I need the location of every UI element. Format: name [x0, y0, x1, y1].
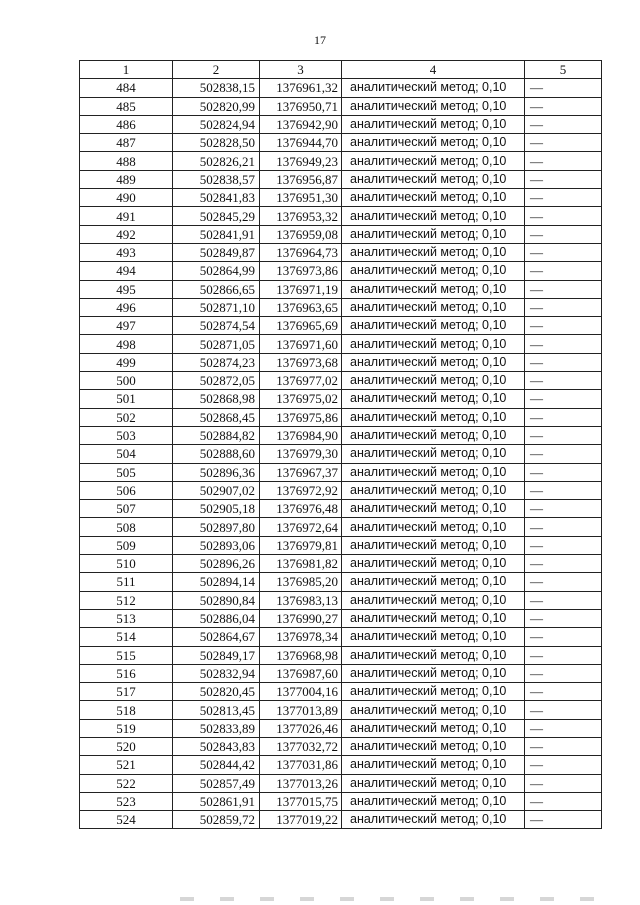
- cell-method-accuracy: аналитический метод; 0,10: [342, 555, 525, 573]
- cell-method-accuracy: аналитический метод; 0,10: [342, 317, 525, 335]
- cell-x-coordinate: 502886,04: [173, 609, 260, 627]
- cell-method-accuracy: аналитический метод; 0,10: [342, 500, 525, 518]
- cell-x-coordinate: 502893,06: [173, 536, 260, 554]
- coordinates-table: [79, 60, 602, 829]
- cell-x-coordinate: 502820,99: [173, 97, 260, 115]
- cell-point-number: 487: [80, 134, 173, 152]
- cell-y-coordinate: 1376975,86: [260, 408, 342, 426]
- cell-note: —: [525, 408, 602, 426]
- cell-method-accuracy: аналитический метод; 0,10: [342, 170, 525, 188]
- table-row: [80, 609, 602, 627]
- cell-method-accuracy: аналитический метод; 0,10: [342, 79, 525, 97]
- cell-method-accuracy: аналитический метод; 0,10: [342, 335, 525, 353]
- cell-x-coordinate: 502874,54: [173, 317, 260, 335]
- cell-note: —: [525, 811, 602, 829]
- column-header-2: 2: [173, 61, 260, 79]
- cell-point-number: 523: [80, 792, 173, 810]
- cell-x-coordinate: 502859,72: [173, 811, 260, 829]
- cell-x-coordinate: 502820,45: [173, 683, 260, 701]
- cell-point-number: 497: [80, 317, 173, 335]
- cell-method-accuracy: аналитический метод; 0,10: [342, 280, 525, 298]
- table-row: [80, 737, 602, 755]
- cell-note: —: [525, 280, 602, 298]
- cell-y-coordinate: 1376972,92: [260, 481, 342, 499]
- cell-method-accuracy: аналитический метод; 0,10: [342, 646, 525, 664]
- cell-x-coordinate: 502894,14: [173, 573, 260, 591]
- cell-point-number: 512: [80, 591, 173, 609]
- cell-method-accuracy: аналитический метод; 0,10: [342, 628, 525, 646]
- cell-note: —: [525, 628, 602, 646]
- table-row: [80, 573, 602, 591]
- cell-point-number: 489: [80, 170, 173, 188]
- cell-y-coordinate: 1376959,08: [260, 225, 342, 243]
- cell-note: —: [525, 737, 602, 755]
- cell-y-coordinate: 1376950,71: [260, 97, 342, 115]
- cell-x-coordinate: 502826,21: [173, 152, 260, 170]
- cell-method-accuracy: аналитический метод; 0,10: [342, 408, 525, 426]
- table-row: [80, 719, 602, 737]
- cell-x-coordinate: 502874,23: [173, 353, 260, 371]
- table-row: [80, 536, 602, 554]
- cell-note: —: [525, 152, 602, 170]
- cell-point-number: 504: [80, 445, 173, 463]
- cell-y-coordinate: 1377004,16: [260, 683, 342, 701]
- cell-method-accuracy: аналитический метод; 0,10: [342, 573, 525, 591]
- cell-y-coordinate: 1377013,26: [260, 774, 342, 792]
- cell-method-accuracy: аналитический метод; 0,10: [342, 481, 525, 499]
- table-row: [80, 628, 602, 646]
- cell-note: —: [525, 189, 602, 207]
- table-row: [80, 353, 602, 371]
- table-row: [80, 701, 602, 719]
- cell-point-number: 486: [80, 115, 173, 133]
- cell-x-coordinate: 502845,29: [173, 207, 260, 225]
- page-number: 17: [314, 33, 326, 47]
- cell-x-coordinate: 502868,45: [173, 408, 260, 426]
- table-row: [80, 134, 602, 152]
- cell-note: —: [525, 426, 602, 444]
- cell-x-coordinate: 502888,60: [173, 445, 260, 463]
- table-row: [80, 170, 602, 188]
- cell-point-number: 495: [80, 280, 173, 298]
- column-header-5: 5: [525, 61, 602, 79]
- cell-note: —: [525, 317, 602, 335]
- cell-y-coordinate: 1376967,37: [260, 463, 342, 481]
- cell-point-number: 524: [80, 811, 173, 829]
- cell-method-accuracy: аналитический метод; 0,10: [342, 426, 525, 444]
- cell-point-number: 498: [80, 335, 173, 353]
- cell-y-coordinate: 1376968,98: [260, 646, 342, 664]
- cell-y-coordinate: 1376977,02: [260, 372, 342, 390]
- cell-method-accuracy: аналитический метод; 0,10: [342, 756, 525, 774]
- cell-note: —: [525, 353, 602, 371]
- cell-method-accuracy: аналитический метод; 0,10: [342, 536, 525, 554]
- cell-y-coordinate: 1376972,64: [260, 518, 342, 536]
- cell-x-coordinate: 502861,91: [173, 792, 260, 810]
- cell-note: —: [525, 500, 602, 518]
- cell-note: —: [525, 591, 602, 609]
- cell-point-number: 517: [80, 683, 173, 701]
- cell-note: —: [525, 518, 602, 536]
- table-header-row: [80, 61, 602, 79]
- cell-point-number: 508: [80, 518, 173, 536]
- cell-y-coordinate: 1376942,90: [260, 115, 342, 133]
- cell-method-accuracy: аналитический метод; 0,10: [342, 372, 525, 390]
- cell-y-coordinate: 1377019,22: [260, 811, 342, 829]
- cell-point-number: 488: [80, 152, 173, 170]
- cell-y-coordinate: 1376949,23: [260, 152, 342, 170]
- table-row: [80, 408, 602, 426]
- cell-note: —: [525, 243, 602, 261]
- cell-x-coordinate: 502896,26: [173, 555, 260, 573]
- cell-y-coordinate: 1376985,20: [260, 573, 342, 591]
- table-row: [80, 280, 602, 298]
- cell-note: —: [525, 646, 602, 664]
- table-row: [80, 243, 602, 261]
- cell-y-coordinate: 1376987,60: [260, 664, 342, 682]
- table-row: [80, 390, 602, 408]
- cell-point-number: 503: [80, 426, 173, 444]
- cell-note: —: [525, 79, 602, 97]
- cell-note: —: [525, 756, 602, 774]
- cell-x-coordinate: 502843,83: [173, 737, 260, 755]
- cell-note: —: [525, 335, 602, 353]
- cell-y-coordinate: 1376961,32: [260, 79, 342, 97]
- cell-y-coordinate: 1376976,48: [260, 500, 342, 518]
- cell-y-coordinate: 1376964,73: [260, 243, 342, 261]
- cell-y-coordinate: 1376944,70: [260, 134, 342, 152]
- cell-x-coordinate: 502841,91: [173, 225, 260, 243]
- table-row: [80, 664, 602, 682]
- cell-x-coordinate: 502872,05: [173, 372, 260, 390]
- cell-point-number: 499: [80, 353, 173, 371]
- column-header-4: 4: [342, 61, 525, 79]
- table-row: [80, 189, 602, 207]
- cell-x-coordinate: 502896,36: [173, 463, 260, 481]
- cell-y-coordinate: 1376979,81: [260, 536, 342, 554]
- column-header-1: 1: [80, 61, 173, 79]
- cell-note: —: [525, 390, 602, 408]
- cell-method-accuracy: аналитический метод; 0,10: [342, 664, 525, 682]
- cell-x-coordinate: 502857,49: [173, 774, 260, 792]
- cell-note: —: [525, 683, 602, 701]
- cell-method-accuracy: аналитический метод; 0,10: [342, 390, 525, 408]
- cell-x-coordinate: 502849,17: [173, 646, 260, 664]
- cell-y-coordinate: 1377026,46: [260, 719, 342, 737]
- cell-point-number: 518: [80, 701, 173, 719]
- table-row: [80, 774, 602, 792]
- table-row: [80, 372, 602, 390]
- table-row: [80, 683, 602, 701]
- cell-x-coordinate: 502833,89: [173, 719, 260, 737]
- cell-y-coordinate: 1376979,30: [260, 445, 342, 463]
- cell-x-coordinate: 502884,82: [173, 426, 260, 444]
- table-row: [80, 500, 602, 518]
- cell-point-number: 511: [80, 573, 173, 591]
- cell-point-number: 521: [80, 756, 173, 774]
- cell-note: —: [525, 115, 602, 133]
- cell-method-accuracy: аналитический метод; 0,10: [342, 811, 525, 829]
- cell-y-coordinate: 1376963,65: [260, 298, 342, 316]
- table-row: [80, 756, 602, 774]
- cell-method-accuracy: аналитический метод; 0,10: [342, 134, 525, 152]
- cell-x-coordinate: 502832,94: [173, 664, 260, 682]
- cell-note: —: [525, 664, 602, 682]
- cell-method-accuracy: аналитический метод; 0,10: [342, 262, 525, 280]
- cell-y-coordinate: 1376971,19: [260, 280, 342, 298]
- cell-note: —: [525, 170, 602, 188]
- cell-note: —: [525, 207, 602, 225]
- table-row: [80, 317, 602, 335]
- table-body: [80, 79, 602, 829]
- cell-note: —: [525, 262, 602, 280]
- cell-x-coordinate: 502905,18: [173, 500, 260, 518]
- cell-point-number: 516: [80, 664, 173, 682]
- cell-point-number: 490: [80, 189, 173, 207]
- table-row: [80, 591, 602, 609]
- cell-method-accuracy: аналитический метод; 0,10: [342, 518, 525, 536]
- table-row: [80, 445, 602, 463]
- cell-y-coordinate: 1377031,86: [260, 756, 342, 774]
- table-row: [80, 262, 602, 280]
- cell-method-accuracy: аналитический метод; 0,10: [342, 591, 525, 609]
- cell-note: —: [525, 481, 602, 499]
- cell-method-accuracy: аналитический метод; 0,10: [342, 298, 525, 316]
- cell-method-accuracy: аналитический метод; 0,10: [342, 152, 525, 170]
- cell-method-accuracy: аналитический метод; 0,10: [342, 97, 525, 115]
- cell-note: —: [525, 536, 602, 554]
- table-row: [80, 207, 602, 225]
- cell-y-coordinate: 1377013,89: [260, 701, 342, 719]
- cell-x-coordinate: 502844,42: [173, 756, 260, 774]
- cell-point-number: 522: [80, 774, 173, 792]
- cell-method-accuracy: аналитический метод; 0,10: [342, 683, 525, 701]
- cell-method-accuracy: аналитический метод; 0,10: [342, 115, 525, 133]
- cell-y-coordinate: 1376953,32: [260, 207, 342, 225]
- cell-y-coordinate: 1376983,13: [260, 591, 342, 609]
- cell-y-coordinate: 1376990,27: [260, 609, 342, 627]
- cell-y-coordinate: 1376965,69: [260, 317, 342, 335]
- cell-method-accuracy: аналитический метод; 0,10: [342, 609, 525, 627]
- cell-y-coordinate: 1377032,72: [260, 737, 342, 755]
- cell-method-accuracy: аналитический метод; 0,10: [342, 243, 525, 261]
- cell-y-coordinate: 1376971,60: [260, 335, 342, 353]
- table-row: [80, 481, 602, 499]
- cell-method-accuracy: аналитический метод; 0,10: [342, 463, 525, 481]
- cell-point-number: 515: [80, 646, 173, 664]
- table-row: [80, 335, 602, 353]
- cell-method-accuracy: аналитический метод; 0,10: [342, 225, 525, 243]
- cell-method-accuracy: аналитический метод; 0,10: [342, 445, 525, 463]
- cell-x-coordinate: 502890,84: [173, 591, 260, 609]
- cell-point-number: 484: [80, 79, 173, 97]
- cell-x-coordinate: 502841,83: [173, 189, 260, 207]
- table-row: [80, 518, 602, 536]
- cell-point-number: 519: [80, 719, 173, 737]
- cell-method-accuracy: аналитический метод; 0,10: [342, 353, 525, 371]
- cell-point-number: 509: [80, 536, 173, 554]
- scan-artifact: [180, 897, 600, 901]
- table-row: [80, 555, 602, 573]
- cell-x-coordinate: 502864,99: [173, 262, 260, 280]
- cell-x-coordinate: 502813,45: [173, 701, 260, 719]
- cell-note: —: [525, 225, 602, 243]
- cell-point-number: 520: [80, 737, 173, 755]
- cell-note: —: [525, 134, 602, 152]
- cell-note: —: [525, 298, 602, 316]
- cell-note: —: [525, 573, 602, 591]
- cell-x-coordinate: 502849,87: [173, 243, 260, 261]
- cell-note: —: [525, 609, 602, 627]
- cell-method-accuracy: аналитический метод; 0,10: [342, 207, 525, 225]
- cell-x-coordinate: 502871,10: [173, 298, 260, 316]
- cell-x-coordinate: 502828,50: [173, 134, 260, 152]
- cell-note: —: [525, 555, 602, 573]
- cell-y-coordinate: 1376981,82: [260, 555, 342, 573]
- cell-method-accuracy: аналитический метод; 0,10: [342, 737, 525, 755]
- cell-note: —: [525, 792, 602, 810]
- table-row: [80, 152, 602, 170]
- cell-y-coordinate: 1376956,87: [260, 170, 342, 188]
- cell-x-coordinate: 502824,94: [173, 115, 260, 133]
- table-row: [80, 225, 602, 243]
- cell-point-number: 491: [80, 207, 173, 225]
- table-row: [80, 298, 602, 316]
- cell-method-accuracy: аналитический метод; 0,10: [342, 701, 525, 719]
- cell-x-coordinate: 502838,57: [173, 170, 260, 188]
- cell-point-number: 485: [80, 97, 173, 115]
- cell-x-coordinate: 502871,05: [173, 335, 260, 353]
- cell-x-coordinate: 502868,98: [173, 390, 260, 408]
- cell-note: —: [525, 372, 602, 390]
- cell-point-number: 507: [80, 500, 173, 518]
- cell-point-number: 493: [80, 243, 173, 261]
- cell-x-coordinate: 502897,80: [173, 518, 260, 536]
- cell-note: —: [525, 701, 602, 719]
- table-row: [80, 79, 602, 97]
- cell-method-accuracy: аналитический метод; 0,10: [342, 719, 525, 737]
- cell-y-coordinate: 1377015,75: [260, 792, 342, 810]
- cell-y-coordinate: 1376973,86: [260, 262, 342, 280]
- cell-y-coordinate: 1376951,30: [260, 189, 342, 207]
- cell-note: —: [525, 463, 602, 481]
- cell-point-number: 494: [80, 262, 173, 280]
- table-row: [80, 646, 602, 664]
- cell-method-accuracy: аналитический метод; 0,10: [342, 774, 525, 792]
- cell-point-number: 513: [80, 609, 173, 627]
- cell-point-number: 496: [80, 298, 173, 316]
- cell-y-coordinate: 1376975,02: [260, 390, 342, 408]
- cell-x-coordinate: 502864,67: [173, 628, 260, 646]
- cell-point-number: 500: [80, 372, 173, 390]
- cell-note: —: [525, 719, 602, 737]
- cell-point-number: 501: [80, 390, 173, 408]
- cell-method-accuracy: аналитический метод; 0,10: [342, 189, 525, 207]
- cell-x-coordinate: 502838,15: [173, 79, 260, 97]
- table-row: [80, 115, 602, 133]
- cell-point-number: 510: [80, 555, 173, 573]
- table-row: [80, 811, 602, 829]
- cell-note: —: [525, 774, 602, 792]
- table-row: [80, 463, 602, 481]
- cell-note: —: [525, 97, 602, 115]
- table-row: [80, 792, 602, 810]
- cell-point-number: 492: [80, 225, 173, 243]
- cell-method-accuracy: аналитический метод; 0,10: [342, 792, 525, 810]
- cell-note: —: [525, 445, 602, 463]
- column-header-3: 3: [260, 61, 342, 79]
- cell-y-coordinate: 1376984,90: [260, 426, 342, 444]
- cell-y-coordinate: 1376973,68: [260, 353, 342, 371]
- cell-point-number: 514: [80, 628, 173, 646]
- cell-x-coordinate: 502866,65: [173, 280, 260, 298]
- cell-y-coordinate: 1376978,34: [260, 628, 342, 646]
- cell-point-number: 505: [80, 463, 173, 481]
- cell-x-coordinate: 502907,02: [173, 481, 260, 499]
- table-row: [80, 426, 602, 444]
- cell-point-number: 502: [80, 408, 173, 426]
- cell-point-number: 506: [80, 481, 173, 499]
- table-row: [80, 97, 602, 115]
